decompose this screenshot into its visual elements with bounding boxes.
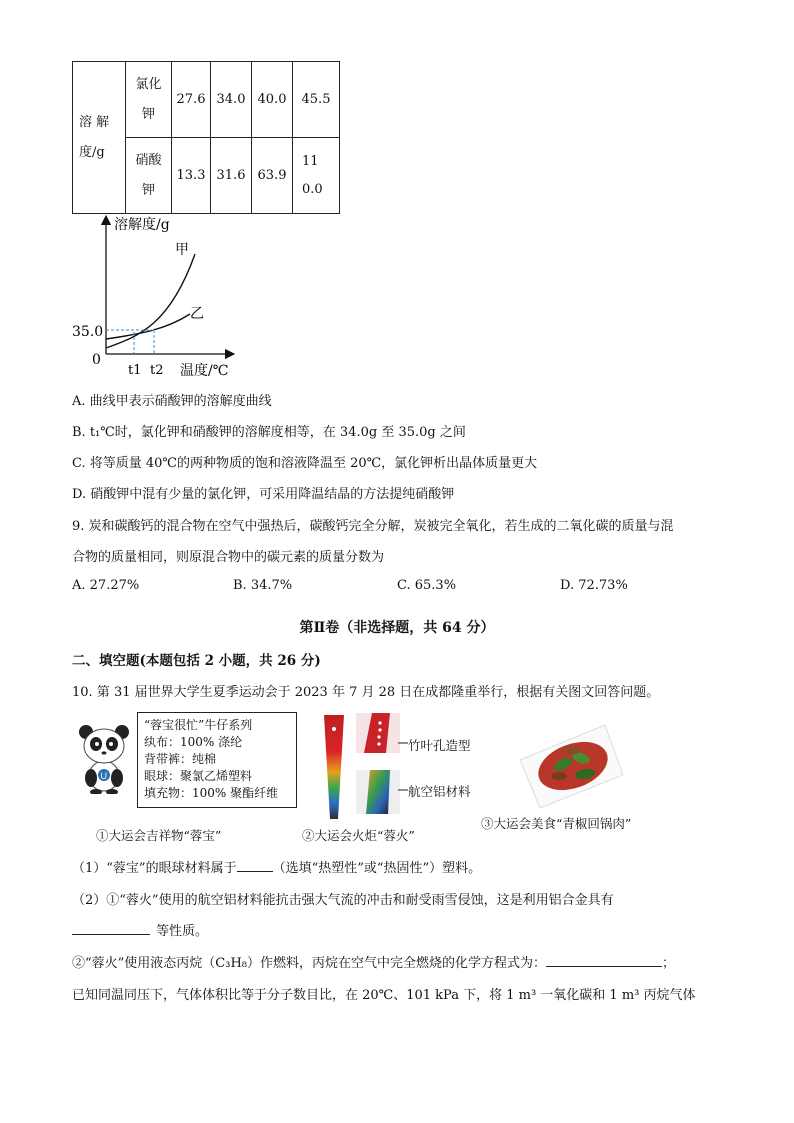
pointer-line <box>398 740 408 746</box>
option-d: D. 硝酸钾中混有少量的氯化钾，可采用降温结晶的方法提纯硝酸钾 <box>72 487 455 502</box>
food-image <box>515 720 625 810</box>
sub2-text-b: 等性质。 <box>156 924 209 939</box>
q9-line1: 9. 炭和碳酸钙的混合物在空气中强热后，碳酸钙完全分解，炭被完全氧化，若生成的二氧化碳的质量与混 <box>72 519 674 534</box>
option-a: A. 曲线甲表示硝酸钾的溶解度曲线 <box>72 394 272 409</box>
q10-sub1 <box>72 857 481 876</box>
row-name-kno3: 硝酸钾 <box>126 138 172 214</box>
option-b: B. t₁℃时，氯化钾和硝酸钾的溶解度相等，在 34.0g 至 35.0g 之间 <box>72 425 466 440</box>
origin-label: 0 <box>92 352 101 368</box>
curve-jia <box>106 254 195 348</box>
box-line: 填充物：100% 聚酯纤维 <box>144 786 279 800</box>
aluminum-image <box>356 770 400 814</box>
mascot-letter: U <box>100 771 107 781</box>
box-line: 眼球：聚氯乙烯塑料 <box>144 769 253 783</box>
caption-mascot: ①大运会吉祥物“蓉宝” <box>96 828 222 843</box>
box-line: 背带裤：纯棉 <box>144 752 217 766</box>
y-tick: 35.0 <box>72 324 104 340</box>
cell: 45.5 <box>293 62 340 138</box>
q9-option-c: C. 65.3% <box>397 578 457 593</box>
box-line: 纨布：100% 涤纶 <box>144 735 243 749</box>
mascot-image <box>76 722 132 794</box>
mascot-info-box <box>137 712 297 808</box>
cell: 13.3 <box>172 138 211 214</box>
solubility-table <box>72 61 340 214</box>
q10-sub2-line4: 已知同温同压下，气体体积比等于分子数目比，在 20℃、101 kPa 下，将 1 m³ 一氧化碳和 1 m³ 丙烷气体 <box>72 988 696 1003</box>
sub2-text-c-end: ； <box>662 956 676 971</box>
answer-blank-1[interactable] <box>237 858 273 872</box>
option-c: C. 将等质量 40℃的两种物质的饱和溶液降温至 20℃，氯化钾析出晶体质量更大 <box>72 456 538 471</box>
cell: 63.9 <box>252 138 293 214</box>
q10-intro: 10. 第 31 届世界大学生夏季运动会于 2023 年 7 月 28 日在成都隆重举行，根据有关图文回答问题。 <box>72 685 660 700</box>
torch-label-aluminum: 航空铝材料 <box>408 784 471 799</box>
answer-blank-3[interactable] <box>546 953 662 967</box>
q10-sub2-line3 <box>72 952 675 971</box>
series-jia-label: 甲 <box>175 242 189 258</box>
q9-option-b: B. 34.7% <box>233 578 293 593</box>
solubility-chart <box>70 214 250 380</box>
cell: 27.6 <box>172 62 211 138</box>
torch-holes-image <box>356 713 400 753</box>
torch-image <box>316 713 352 823</box>
sub1-text-a: （1）“蓉宝”的眼球材料属于 <box>72 861 237 876</box>
sub1-text-b: （选填“热塑性”或“热固性”）塑料。 <box>272 861 482 876</box>
curve-yi <box>106 314 190 339</box>
x-tick-t2: t2 <box>150 363 164 378</box>
torch-label-holes: 竹叶孔造型 <box>408 738 471 753</box>
q9-option-a: A. 27.27% <box>72 578 140 593</box>
row-name-kcl: 氯化钾 <box>126 62 172 138</box>
caption-food: ③大运会美食“青椒回锅肉” <box>481 816 632 831</box>
cell: 34.0 <box>211 62 252 138</box>
row-header: 溶 解 度/g <box>73 62 126 214</box>
q10-sub2-line2 <box>72 920 208 939</box>
caption-torch: ②大运会火炬“蓉火” <box>302 828 415 843</box>
x-tick-t1: t1 <box>128 363 142 378</box>
q10-sub2-line1: （2）①“蓉火”使用的航空铝材料能抗击强大气流的冲击和耐受雨雪侵蚀，这是利用铝合金具有 <box>72 893 614 908</box>
x-label: 温度/℃ <box>180 363 229 379</box>
cell: 31.6 <box>211 138 252 214</box>
part-title: 二、填空题(本题包括 2 小题，共 26 分) <box>72 653 321 669</box>
box-line: “蓉宝很忙”牛仔系列 <box>144 718 253 732</box>
cell: 40.0 <box>252 62 293 138</box>
cell: 110.0 <box>293 138 340 214</box>
pointer-line <box>398 787 408 793</box>
q9-line2: 合物的质量相同，则原混合物中的碳元素的质量分数为 <box>72 550 385 565</box>
series-yi-label: 乙 <box>190 306 204 322</box>
answer-blank-2[interactable] <box>72 921 150 935</box>
section-title: 第Ⅱ卷（非选择题，共 64 分） <box>299 620 495 636</box>
sub2-text-c: ②“蓉火”使用液态丙烷（C₃H₈）作燃料，丙烷在空气中完全燃烧的化学方程式为： <box>72 956 546 971</box>
q9-option-d: D. 72.73% <box>560 578 628 593</box>
y-label: 溶解度/g <box>114 217 170 233</box>
